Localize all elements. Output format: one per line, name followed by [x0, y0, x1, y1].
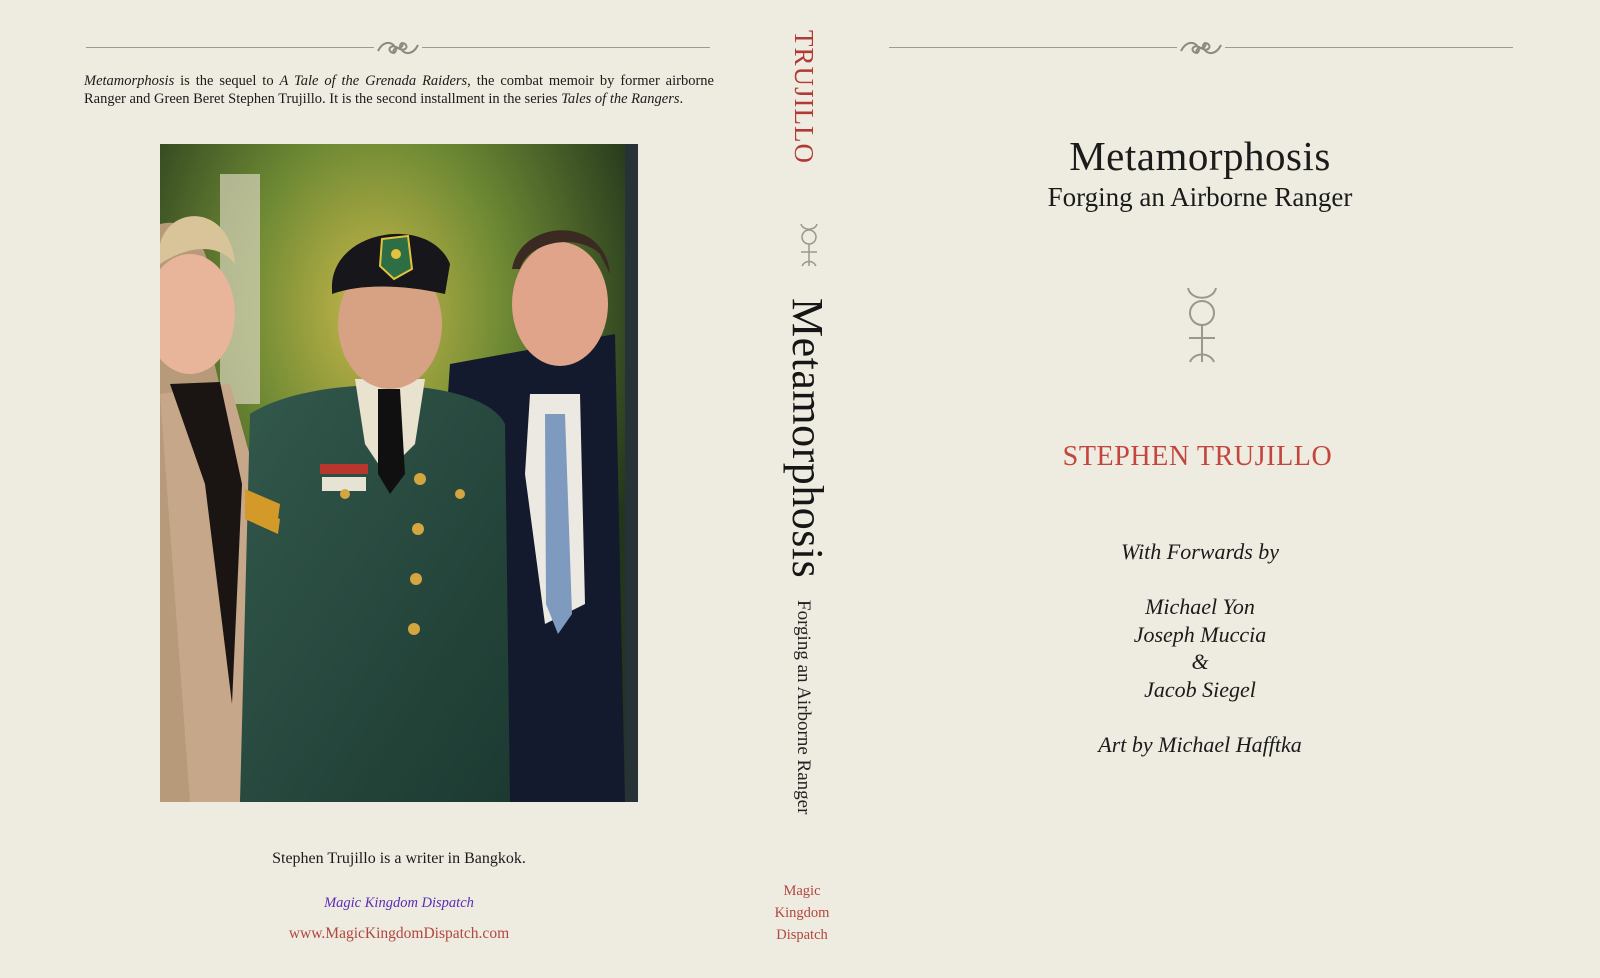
back-publisher-name: Magic Kingdom Dispatch	[324, 895, 474, 911]
scroll-flourish-icon	[1178, 38, 1224, 58]
blurb-text: , the combat memoir by former airborne Ranger and Green Beret Stephen Trujillo. It is the second installment in the series	[84, 73, 714, 107]
author-photo	[160, 144, 638, 802]
scroll-flourish-icon	[375, 38, 421, 58]
front-subtitle: Forging an Airborne Ranger	[1047, 182, 1353, 212]
front-author: STEPHEN TRUJILLO	[1062, 441, 1333, 472]
blurb-series-title: Tales of the Rangers	[561, 91, 680, 107]
publisher-website-link[interactable]: www.MagicKingdomDispatch.com	[288, 925, 510, 942]
back-cover-rule	[86, 38, 710, 58]
blurb-text: is the sequel to	[174, 73, 280, 89]
spine-publisher	[762, 880, 842, 946]
mercury-symbol-icon	[1182, 286, 1222, 364]
blurb-prequel-title: A Tale of the Grenada Raiders	[279, 73, 468, 89]
spine-subtitle: Forging an Airborne Ranger	[793, 600, 814, 815]
blurb-text: .	[679, 91, 684, 107]
spine-publisher-line: Kingdom	[774, 905, 830, 921]
author-bio: Stephen Trujillo is a writer in Bangkok.	[272, 850, 526, 867]
spine-title: Metamorphosis	[783, 298, 832, 579]
spine-publisher-line: Dispatch	[776, 927, 828, 943]
forwarder-name: Joseph Muccia	[1133, 622, 1267, 647]
spine-publisher-line: Magic	[783, 883, 821, 899]
back-cover-blurb	[84, 72, 714, 108]
front-title: Metamorphosis	[1069, 133, 1331, 179]
spine-author: TRUJILLO	[789, 30, 819, 164]
mercury-symbol-icon	[796, 222, 822, 268]
forwarders-ampersand: &	[1191, 649, 1209, 674]
forwards-heading: With Forwards by	[1120, 539, 1280, 564]
forwarder-name: Michael Yon	[1145, 594, 1255, 619]
forwarder-name: Jacob Siegel	[1144, 677, 1256, 702]
blurb-book-title: Metamorphosis	[84, 73, 175, 89]
front-cover-rule	[889, 38, 1513, 58]
art-credit: Art by Michael Hafftka	[1098, 732, 1302, 757]
